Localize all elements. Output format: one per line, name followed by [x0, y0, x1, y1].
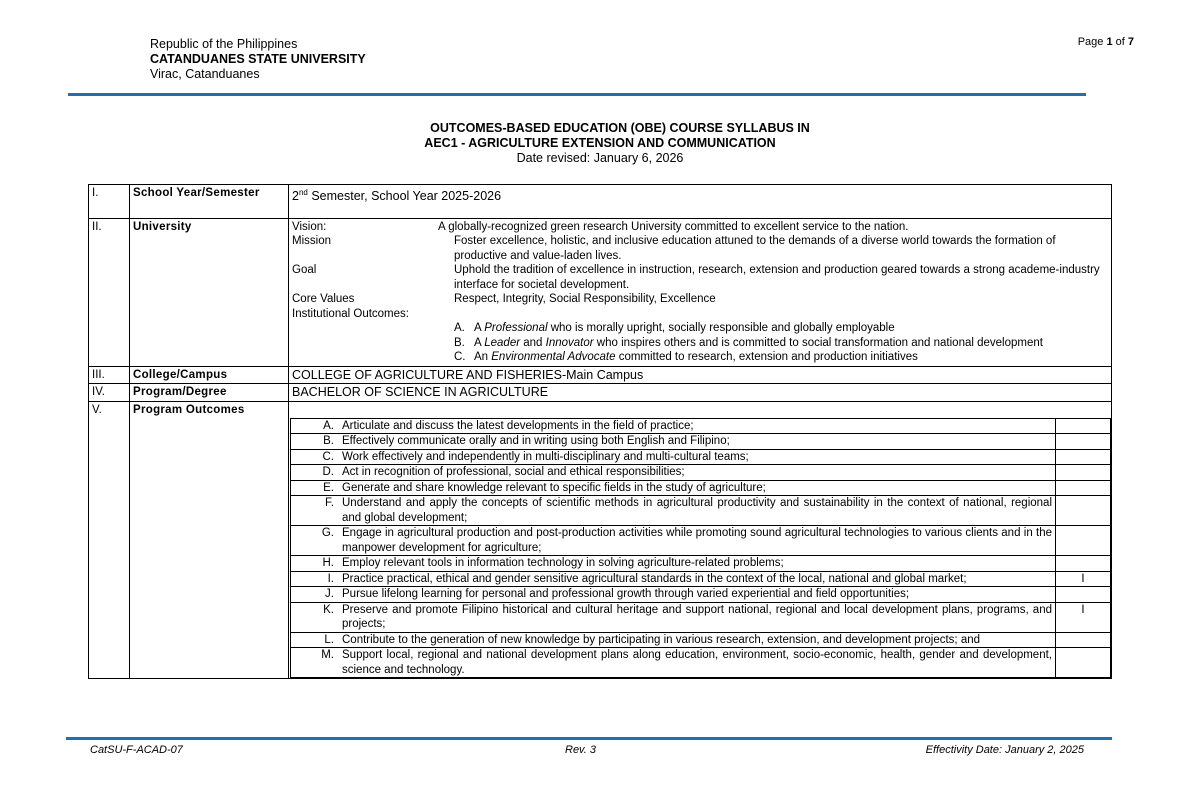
header-republic: Republic of the Philippines	[150, 37, 298, 51]
outcome-letter: K.	[291, 602, 343, 632]
outcome-text: Pursue lifelong learning for personal and professional growth through varied experiential and field opportunities;	[342, 587, 1056, 603]
page-of: of	[1112, 36, 1128, 48]
outcome-text: Preserve and promote Filipino historical and cultural heritage and support national, regional and local development plans, programs, and projects;	[342, 602, 1056, 632]
vision-text: A globally-recognized green research University committed to excellent service to the nation.	[438, 220, 909, 233]
row-number: II.	[89, 218, 130, 366]
outcome-letter: I.	[291, 571, 343, 587]
row-college	[89, 366, 1112, 384]
goal-label: Goal	[292, 264, 317, 277]
outcome-text: Articulate and discuss the latest developments in the field of practice;	[342, 418, 1056, 434]
table-row	[291, 465, 1111, 481]
outcome-letter: C.	[291, 449, 343, 465]
row-number: III.	[89, 366, 130, 384]
revision: Rev. 3	[565, 744, 596, 756]
syllabus-table	[88, 184, 1112, 679]
outcome-mark: I	[1056, 602, 1111, 632]
outcome-text: Generate and share knowledge relevant to specific fields in the study of agriculture;	[342, 480, 1056, 496]
semester-ordinal: 2	[292, 189, 299, 204]
outcome-mark	[1056, 587, 1111, 603]
page-label: Page	[1077, 36, 1107, 48]
item-text: A	[474, 336, 485, 349]
header-university: CATANDUANES STATE UNIVERSITY	[150, 52, 366, 66]
item-letter: C.	[454, 351, 466, 364]
list-item	[454, 321, 1108, 336]
table-row	[291, 632, 1111, 648]
table-row	[291, 587, 1111, 603]
item-emphasis: Environmental Advocate	[491, 351, 616, 364]
outcome-letter: B.	[291, 434, 343, 450]
semester-suffix: nd	[298, 188, 308, 197]
page-number	[1078, 36, 1134, 48]
core-values-label: Core Values	[292, 293, 355, 306]
effectivity-date: Effectivity Date: January 2, 2025	[925, 744, 1084, 756]
header-location: Virac, Catanduanes	[150, 67, 260, 81]
outcome-text: Support local, regional and national development plans along education, environment, socio-economic, health, gender and development, science and technology.	[342, 648, 1056, 678]
row-label: University	[130, 218, 289, 366]
outcome-mark	[1056, 465, 1111, 481]
outcome-letter: J.	[291, 587, 343, 603]
outcome-text: Employ relevant tools in information technology in solving agriculture-related problems;	[342, 556, 1056, 572]
outcome-mark	[1056, 632, 1111, 648]
table-row	[291, 571, 1111, 587]
footer-rule	[66, 737, 1112, 740]
outcome-text: Work effectively and independently in multi-disciplinary and multi-cultural teams;	[342, 449, 1056, 465]
title-line2: AEC1 - AGRICULTURE EXTENSION AND COMMUNICATION	[424, 136, 776, 150]
outcome-letter: D.	[291, 465, 343, 481]
outcome-text: Effectively communicate orally and in writing using both English and Filipino;	[342, 434, 1056, 450]
item-text: who inspires others and is committed to social transformation and national development	[593, 336, 1043, 349]
item-text: who is morally upright, socially responsible and globally employable	[547, 322, 895, 335]
table-row	[291, 418, 1111, 434]
outcome-mark	[1056, 496, 1111, 526]
school-year-value	[289, 185, 1112, 219]
institutional-outcomes-list	[292, 321, 1108, 365]
row-number: I.	[89, 185, 130, 219]
page-total: 7	[1127, 36, 1134, 48]
outcome-letter: M.	[291, 648, 343, 678]
row-number: IV.	[89, 384, 130, 402]
row-label: Program/Degree	[130, 384, 289, 402]
table-row	[291, 496, 1111, 526]
outcome-mark	[1056, 480, 1111, 496]
table-row	[291, 602, 1111, 632]
goal-text: Uphold the tradition of excellence in instruction, research, extension and production geared towards a strong academe-industry interface for societal development.	[454, 264, 1100, 291]
list-item	[454, 336, 1108, 351]
date-revised: Date revised: January 6, 2026	[516, 151, 684, 165]
document-header	[150, 37, 366, 82]
item-text: A	[474, 322, 485, 335]
program-value: BACHELOR OF SCIENCE IN AGRICULTURE	[289, 384, 1112, 402]
syllabus-title	[0, 121, 1200, 166]
row-program-outcomes	[89, 401, 1112, 679]
core-values-text: Respect, Integrity, Social Responsibility, Excellence	[454, 293, 716, 306]
table-row	[291, 480, 1111, 496]
item-emphasis: Professional	[484, 322, 548, 335]
table-row	[291, 526, 1111, 556]
outcome-mark	[1056, 434, 1111, 450]
outcome-letter: H.	[291, 556, 343, 572]
outcome-text: Practice practical, ethical and gender sensitive agricultural standards in the context of the local, national and global market;	[342, 571, 1056, 587]
outcome-text: Act in recognition of professional, social and ethical responsibilities;	[342, 465, 1056, 481]
university-details	[289, 218, 1112, 366]
item-text: and	[520, 336, 546, 349]
institutional-outcomes-label: Institutional Outcomes:	[292, 307, 409, 320]
outcome-letter: A.	[291, 418, 343, 434]
outcome-letter: G.	[291, 526, 343, 556]
row-program	[89, 384, 1112, 402]
form-code: CatSU-F-ACAD-07	[90, 744, 183, 756]
vision-label: Vision:	[292, 220, 327, 233]
item-letter: A.	[454, 322, 465, 335]
college-value: COLLEGE OF AGRICULTURE AND FISHERIES-Main Campus	[289, 366, 1112, 384]
outcome-letter: F.	[291, 496, 343, 526]
row-label: College/Campus	[130, 366, 289, 384]
outcome-mark	[1056, 418, 1111, 434]
outcome-mark	[1056, 526, 1111, 556]
row-number: V.	[89, 401, 130, 679]
item-emphasis: Innovator	[545, 336, 594, 349]
program-outcomes-table	[290, 418, 1111, 679]
table-row	[291, 449, 1111, 465]
outcome-letter: E.	[291, 480, 343, 496]
outcome-text: Engage in agricultural production and post-production activities while promoting sound agricultural technologies to various clients and in the manpower development for agriculture;	[342, 526, 1056, 556]
list-item	[454, 350, 1108, 365]
outcome-mark	[1056, 648, 1111, 678]
program-outcomes-cell	[289, 401, 1112, 679]
row-label: School Year/Semester	[130, 185, 289, 219]
table-row	[291, 556, 1111, 572]
outcome-text: Understand and apply the concepts of scientific methods in agricultural productivity and sustainability in the context of national, regional and global development;	[342, 496, 1056, 526]
table-row	[291, 648, 1111, 678]
outcome-text: Contribute to the generation of new knowledge by participating in various research, extension, and development projects; and	[342, 632, 1056, 648]
header-rule	[68, 93, 1086, 96]
outcome-mark: I	[1056, 571, 1111, 587]
mission-label: Mission	[292, 235, 331, 248]
item-emphasis: Leader	[484, 336, 521, 349]
item-text: committed to research, extension and production initiatives	[615, 351, 918, 364]
page-current: 1	[1106, 36, 1113, 48]
mission-text: Foster excellence, holistic, and inclusive education attuned to the demands of a diverse world towards the formation of productive and value-laden lives.	[454, 235, 1056, 262]
outcome-mark	[1056, 556, 1111, 572]
item-letter: B.	[454, 336, 465, 349]
row-university	[89, 218, 1112, 366]
row-label: Program Outcomes	[130, 401, 289, 679]
outcome-letter: L.	[291, 632, 343, 648]
table-row	[291, 434, 1111, 450]
row-school-year	[89, 185, 1112, 219]
item-text: An	[474, 351, 492, 364]
outcome-mark	[1056, 449, 1111, 465]
semester-rest: Semester, School Year 2025-2026	[307, 189, 502, 204]
title-line1: OUTCOMES-BASED EDUCATION (OBE) COURSE SYLLABUS IN	[430, 121, 810, 135]
